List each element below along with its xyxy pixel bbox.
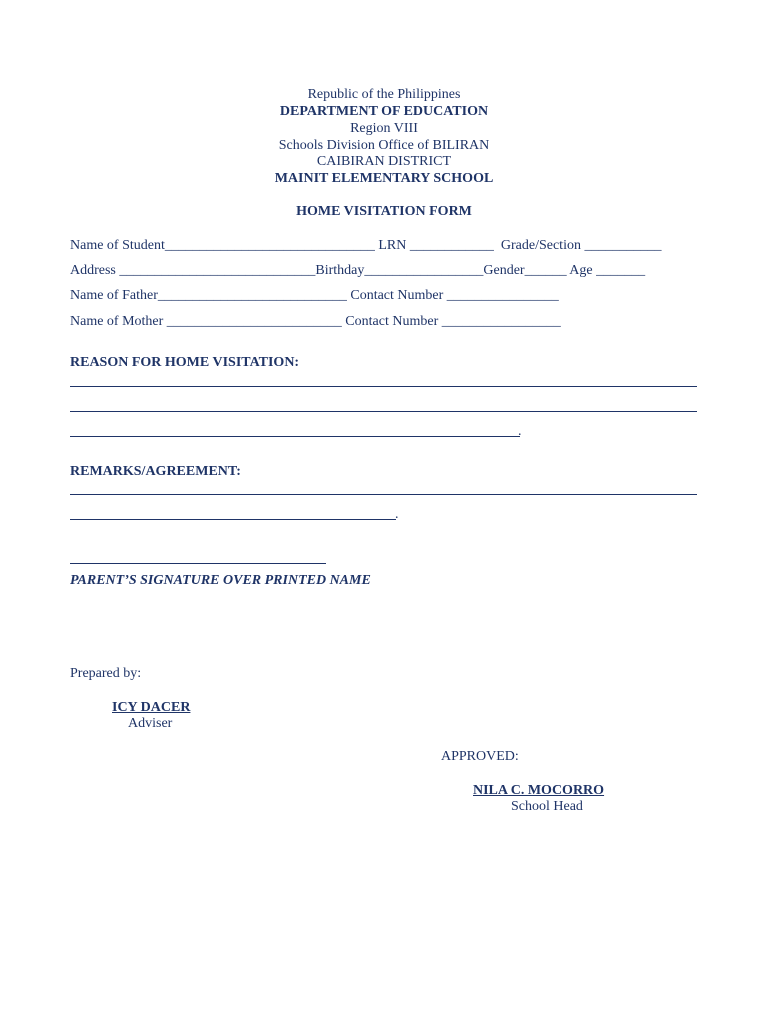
reason-line-2 — [70, 411, 697, 412]
reason-end-period: . — [518, 424, 522, 439]
header-division: Schools Division Office of BILIRAN — [278, 138, 490, 153]
prepared-role: Adviser — [128, 716, 173, 731]
field-row-father: Name of Father___________________________ Contact Number ________________ — [70, 288, 559, 303]
approved-name: NILA C. MOCORRO — [473, 783, 605, 798]
field-row-mother: Name of Mother _________________________ Contact Number _________________ — [70, 314, 561, 329]
remarks-line-2 — [70, 519, 396, 520]
prepared-label: Prepared by: — [70, 666, 142, 681]
header-region: Region VIII — [350, 121, 418, 136]
remarks-end-period: . — [395, 507, 399, 522]
field-row-student: Name of Student______________________________ LRN ____________ Grade/Section ___________ — [70, 238, 662, 253]
prepared-name: ICY DACER — [112, 700, 191, 715]
approved-label: APPROVED: — [441, 749, 519, 764]
parent-signature-line — [70, 563, 326, 564]
reason-heading: REASON FOR HOME VISITATION: — [70, 355, 300, 370]
header-republic: Republic of the Philippines — [307, 87, 461, 102]
reason-line-3 — [70, 436, 520, 437]
field-row-address: Address ____________________________Birthday_________________Gender______ Age _______ — [70, 263, 646, 278]
approved-role: School Head — [511, 799, 583, 814]
form-title: HOME VISITATION FORM — [296, 204, 472, 219]
header-department: DEPARTMENT OF EDUCATION — [279, 104, 489, 119]
reason-line-1 — [70, 386, 697, 387]
remarks-heading: REMARKS/AGREEMENT: — [70, 464, 241, 479]
remarks-line-1 — [70, 494, 697, 495]
parent-signature-caption: PARENT’S SIGNATURE OVER PRINTED NAME — [70, 573, 371, 588]
header-school: MAINIT ELEMENTARY SCHOOL — [274, 171, 494, 186]
header-district: CAIBIRAN DISTRICT — [316, 154, 452, 169]
